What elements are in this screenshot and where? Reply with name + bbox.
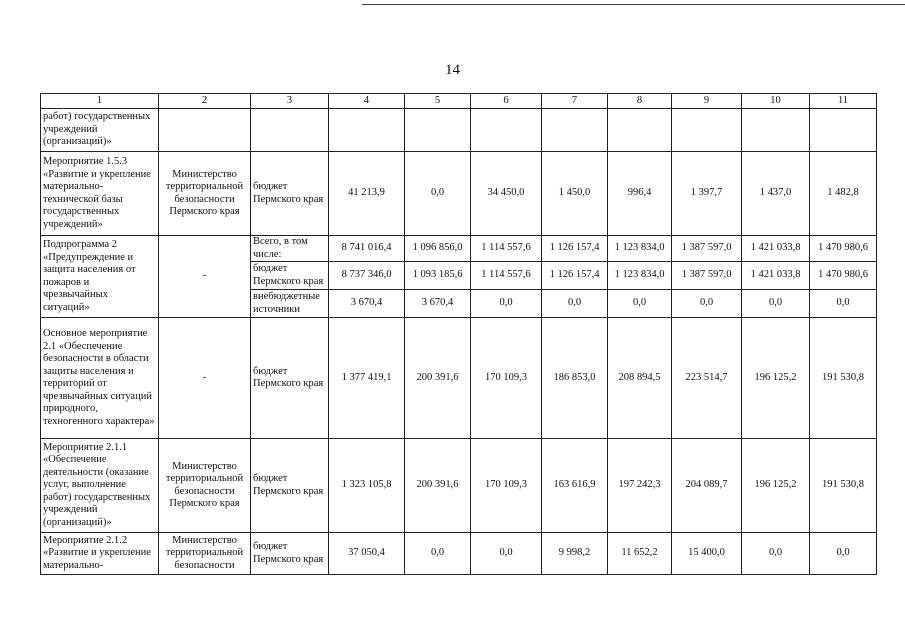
value-cell: 197 242,3 <box>608 439 672 533</box>
empty-cell <box>542 109 608 152</box>
value-cell: 1 470 980,6 <box>810 236 877 262</box>
col-header: 9 <box>672 94 742 109</box>
empty-cell <box>329 109 405 152</box>
value-cell: 37 050,4 <box>329 533 405 575</box>
col-header: 6 <box>471 94 542 109</box>
page-number: 14 <box>445 62 460 78</box>
value-cell: 34 450,0 <box>471 152 542 236</box>
value-cell: 1 421 033,8 <box>742 236 810 262</box>
table-row <box>41 533 877 575</box>
value-cell: 1 450,0 <box>542 152 608 236</box>
value-cell: 11 652,2 <box>608 533 672 575</box>
executor: Министерство территориальной безопасности Пермского края <box>159 439 251 533</box>
value-cell: 0,0 <box>405 152 471 236</box>
value-cell: 15 400,0 <box>672 533 742 575</box>
value-cell: 0,0 <box>471 533 542 575</box>
executor: Министерство территориальной безопасности Пермского края <box>159 152 251 236</box>
activity-name: Мероприятие 1.5.3 «Развитие и укрепление материально-технической базы государственных учреждений» <box>41 152 159 236</box>
value-cell: 0,0 <box>672 290 742 318</box>
value-cell: 196 125,2 <box>742 318 810 439</box>
value-cell: 200 391,6 <box>405 318 471 439</box>
value-cell: 191 530,8 <box>810 439 877 533</box>
value-cell: 0,0 <box>405 533 471 575</box>
value-cell: 1 482,8 <box>810 152 877 236</box>
header-row <box>41 94 877 109</box>
col-header: 2 <box>159 94 251 109</box>
funding-source: бюджет Пермского края <box>251 262 329 290</box>
empty-cell <box>742 109 810 152</box>
value-cell: 1 123 834,0 <box>608 262 672 290</box>
value-cell: 1 123 834,0 <box>608 236 672 262</box>
value-cell: 0,0 <box>810 290 877 318</box>
value-cell: 1 421 033,8 <box>742 262 810 290</box>
value-cell: 1 126 157,4 <box>542 236 608 262</box>
empty-cell <box>405 109 471 152</box>
empty-cell <box>159 109 251 152</box>
value-cell: 1 114 557,6 <box>471 262 542 290</box>
value-cell: 1 323 105,8 <box>329 439 405 533</box>
col-header: 8 <box>608 94 672 109</box>
value-cell: 41 213,9 <box>329 152 405 236</box>
value-cell: 1 377 419,1 <box>329 318 405 439</box>
value-cell: 1 397,7 <box>672 152 742 236</box>
value-cell: 208 894,5 <box>608 318 672 439</box>
funding-source: бюджет Пермского края <box>251 318 329 439</box>
table-row <box>41 109 877 152</box>
value-cell: 0,0 <box>742 533 810 575</box>
value-cell: 1 126 157,4 <box>542 262 608 290</box>
subprogram-name: Подпрограмма 2 «Предупреждение и защита населения от пожаров и чрезвычайных ситуаций» <box>41 236 159 318</box>
executor: Министерство территориальной безопасности <box>159 533 251 575</box>
value-cell: 170 109,3 <box>471 439 542 533</box>
value-cell: 204 089,7 <box>672 439 742 533</box>
value-cell: 1 470 980,6 <box>810 262 877 290</box>
value-cell: 163 616,9 <box>542 439 608 533</box>
empty-cell <box>251 109 329 152</box>
value-cell: 0,0 <box>542 290 608 318</box>
col-header: 11 <box>810 94 877 109</box>
value-cell: 0,0 <box>608 290 672 318</box>
table-row <box>41 439 877 533</box>
value-cell: 170 109,3 <box>471 318 542 439</box>
value-cell: 191 530,8 <box>810 318 877 439</box>
col-header: 3 <box>251 94 329 109</box>
funding-source: внебюджетные источники <box>251 290 329 318</box>
table-row <box>41 236 877 262</box>
value-cell: 1 387 597,0 <box>672 236 742 262</box>
activity-name: Мероприятие 2.1.2 «Развитие и укрепление материально- <box>41 533 159 575</box>
value-cell: 0,0 <box>810 533 877 575</box>
empty-cell <box>672 109 742 152</box>
value-cell: 0,0 <box>742 290 810 318</box>
value-cell: 0,0 <box>471 290 542 318</box>
value-cell: 9 998,2 <box>542 533 608 575</box>
value-cell: 8 741 016,4 <box>329 236 405 262</box>
value-cell: 1 093 185,6 <box>405 262 471 290</box>
col-header: 1 <box>41 94 159 109</box>
value-cell: 1 437,0 <box>742 152 810 236</box>
value-cell: 223 514,7 <box>672 318 742 439</box>
funding-source: бюджет Пермского края <box>251 533 329 575</box>
value-cell: 1 387 597,0 <box>672 262 742 290</box>
value-cell: 3 670,4 <box>405 290 471 318</box>
value-cell: 186 853,0 <box>542 318 608 439</box>
funding-source: бюджет Пермского края <box>251 439 329 533</box>
executor: - <box>159 318 251 439</box>
empty-cell <box>810 109 877 152</box>
budget-table <box>40 93 877 575</box>
value-cell: 3 670,4 <box>329 290 405 318</box>
col-header: 7 <box>542 94 608 109</box>
value-cell: 8 737 346,0 <box>329 262 405 290</box>
col-header: 4 <box>329 94 405 109</box>
executor: - <box>159 236 251 318</box>
col-header: 10 <box>742 94 810 109</box>
table-row <box>41 318 877 439</box>
activity-name: Основное мероприятие 2.1 «Обеспечение безопасности в области защиты населения и территорий от чрезвычайных ситуаций природного, техногенного характера» <box>41 318 159 439</box>
value-cell: 1 096 856,0 <box>405 236 471 262</box>
value-cell: 196 125,2 <box>742 439 810 533</box>
funding-source: Всего, в том числе: <box>251 236 329 262</box>
value-cell: 996,4 <box>608 152 672 236</box>
top-rule <box>362 4 905 5</box>
activity-name: работ) государственных учреждений (организаций)» <box>41 109 159 152</box>
funding-source: бюджет Пермского края <box>251 152 329 236</box>
empty-cell <box>608 109 672 152</box>
value-cell: 200 391,6 <box>405 439 471 533</box>
col-header: 5 <box>405 94 471 109</box>
empty-cell <box>471 109 542 152</box>
value-cell: 1 114 557,6 <box>471 236 542 262</box>
table-row <box>41 152 877 236</box>
activity-name: Мероприятие 2.1.1 «Обеспечение деятельности (оказание услуг, выполнение работ) государственных учреждений (организаций)» <box>41 439 159 533</box>
